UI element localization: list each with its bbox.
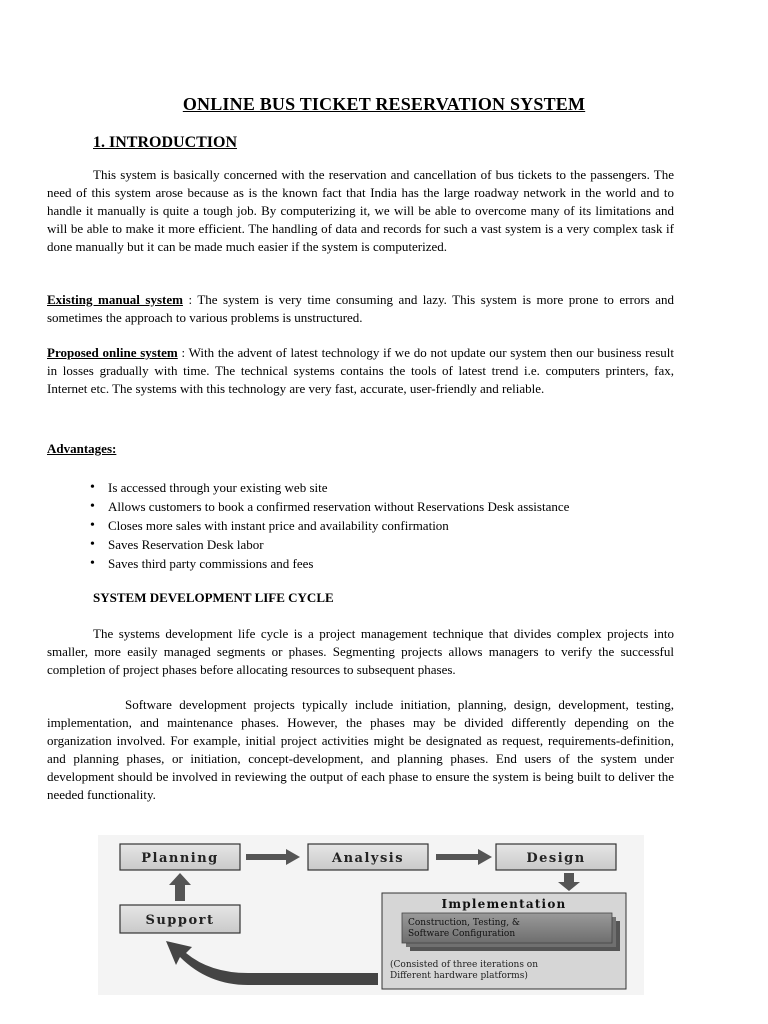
list-item: • Saves third party commissions and fees [90, 554, 569, 573]
document-title: ONLINE BUS TICKET RESERVATION SYSTEM [182, 94, 586, 114]
sdlc-heading: SYSTEM DEVELOPMENT LIFE CYCLE [93, 590, 334, 605]
existing-system-text: : The system is very time consuming and lazy. This system is more prone to errors and sometimes the approach to various problems is unstructured. [47, 292, 674, 325]
proposed-system-label: Proposed online system [47, 345, 178, 360]
advantages-heading: Advantages: [47, 441, 117, 456]
implementation-box [382, 893, 626, 989]
design-label: Design [526, 851, 586, 866]
advantages-list [90, 478, 569, 573]
implementation-label: Implementation [441, 897, 567, 911]
implementation-note-2: Different hardware platforms) [390, 971, 528, 981]
proposed-system-paragraph [47, 344, 674, 398]
implementation-subtext-1: Construction, Testing, & [408, 918, 520, 928]
list-item: • Is accessed through your existing web site [90, 478, 569, 497]
design-box [496, 844, 616, 870]
support-label: Support [145, 913, 215, 928]
sdlc-diagram [98, 835, 644, 995]
planning-box [120, 844, 240, 870]
introduction-heading: 1. INTRODUCTION [93, 134, 238, 151]
sdlc-paragraph-2: Software development projects typically include initiation, planning, design, development, testing, implementation, and maintenance phases. However, the phases may be divided differently depending on the organization involved. For example, initial project activities might be designated as request, requirements-definition, and planning phases, or initiation, concept-development, and planning phases. End users of the system under development should be involved in reviewing the output of each phase to ensure the system is being built to deliver the needed functionality. [47, 697, 674, 802]
sdlc-paragraph-1: The systems development life cycle is a project management technique that divides complex projects into smaller, more easily managed segments or phases. Segmenting projects allows managers to verify the successful completion of project phases before allocating resources to subsequent phases. [47, 626, 674, 677]
existing-system-label: Existing manual system [47, 292, 183, 307]
list-item: • Allows customers to book a confirmed reservation without Reservations Desk assistance [90, 497, 569, 516]
analysis-label: Analysis [331, 851, 405, 866]
implementation-note-1: (Consisted of three iterations on [390, 960, 539, 970]
introduction-paragraph: This system is basically concerned with the reservation and cancellation of bus tickets to the passengers. The need of this system arose because as is the known fact that India has the large roadway network in the world and to handle it manually is quite a tough job. By computerizing it, we will be able to overcome many of its limitations and will be able to make it more efficient. The handling of data and records for such a vast system is a very complex task if done manually but it can be made much easier if the system is computerized. [47, 167, 674, 254]
list-item: • Closes more sales with instant price and availability confirmation [90, 516, 569, 535]
implementation-subtext-2: Software Configuration [408, 929, 516, 939]
list-item: • Saves Reservation Desk labor [90, 535, 569, 554]
proposed-system-text: : With the advent of latest technology if we do not update our system then our business result in losses gradually with time. The technical systems contains the tools of latest trend i.e. computers printers, fax, Internet etc. The systems with this technology are very fast, accurate, user-friendly and reliable. [47, 345, 675, 396]
planning-label: Planning [141, 851, 219, 866]
support-box [120, 905, 240, 933]
existing-system-paragraph [47, 291, 674, 327]
analysis-box [308, 844, 428, 870]
